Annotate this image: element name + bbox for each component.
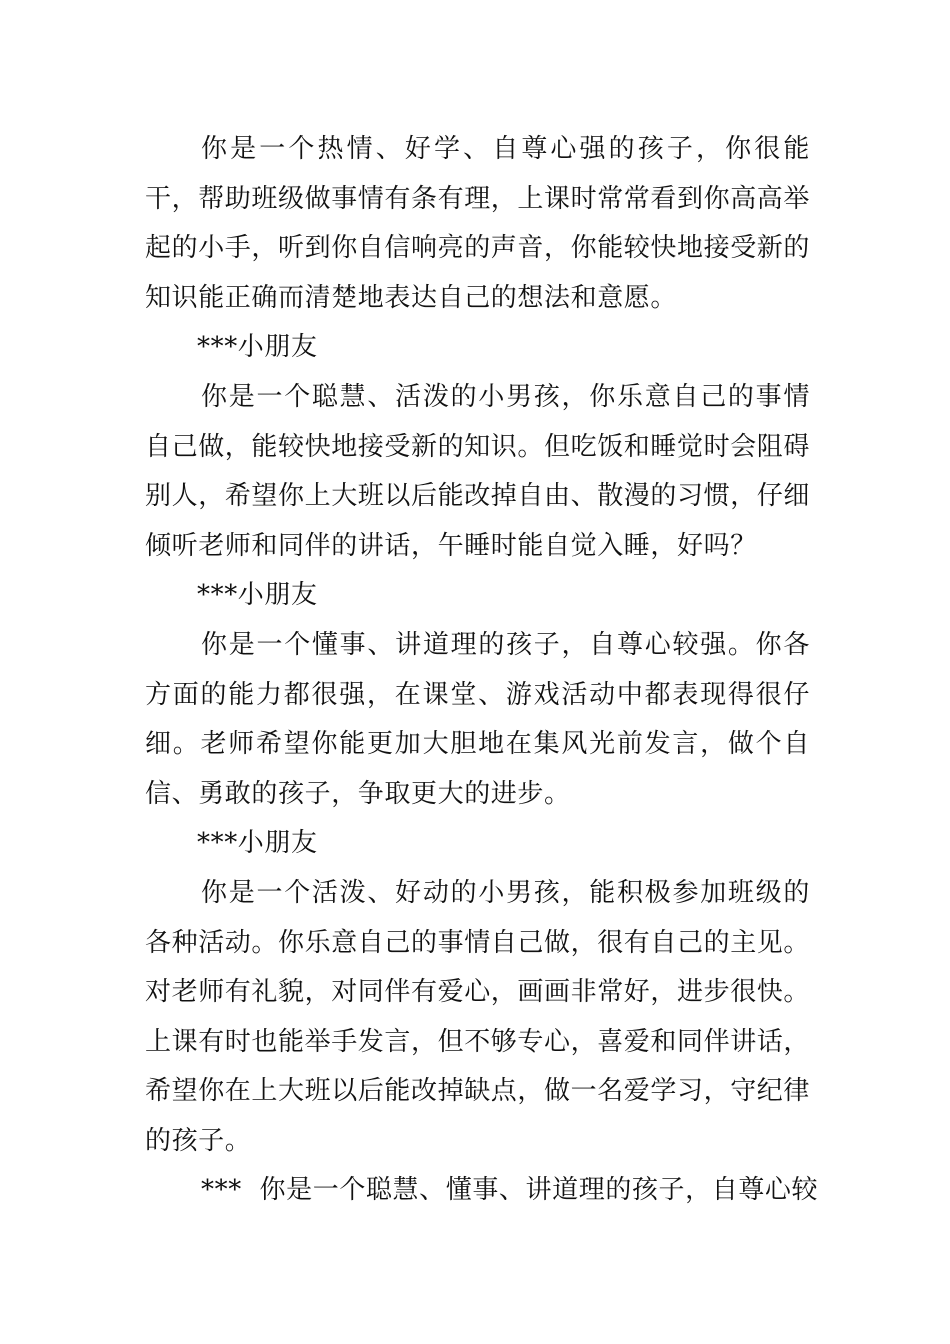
- section-heading: ***小朋友: [197, 828, 318, 859]
- paragraph: 你是一个热情、好学、自尊心强的孩子，你很能干，帮助班级做事情有条有理，上课时常常看到你高高举起的小手，听到你自信响亮的声音，你能较快地接受新的知识能正确而清楚地表达自己的想法和意愿。: [145, 134, 811, 313]
- section-heading: ***小朋友: [197, 580, 318, 611]
- paragraph: *** 你是一个聪慧、懂事、讲道理的孩子，自尊心较: [201, 1175, 819, 1206]
- document-body: [145, 125, 819, 1216]
- paragraph: 你是一个懂事、讲道理的孩子，自尊心较强。你各方面的能力都很强，在课堂、游戏活动中都表现得很仔细。老师希望你能更加大胆地在集风光前发言，做个自信、勇敢的孩子，争取更大的进步。: [145, 629, 810, 809]
- section-heading: ***小朋友: [197, 332, 318, 363]
- paragraph: 你是一个聪慧、活泼的小男孩，你乐意自己的事情自己做，能较快地接受新的知识。但吃饭和睡觉时会阻碍别人，希望你上大班以后能改掉自由、散漫的习惯，仔细倾听老师和同伴的讲话，午睡时能自觉入睡，好吗？: [145, 381, 811, 561]
- paragraph: 你是一个活泼、好动的小男孩，能积极参加班级的各种活动。你乐意自己的事情自己做，很有自己的主见。对老师有礼貌，对同伴有爱心，画画非常好，进步很快。上课有时也能举手发言，但不够专心，喜爱和同伴讲话，希望你在上大班以后能改掉缺点，做一名爱学习，守纪律的孩子。: [145, 877, 811, 1156]
